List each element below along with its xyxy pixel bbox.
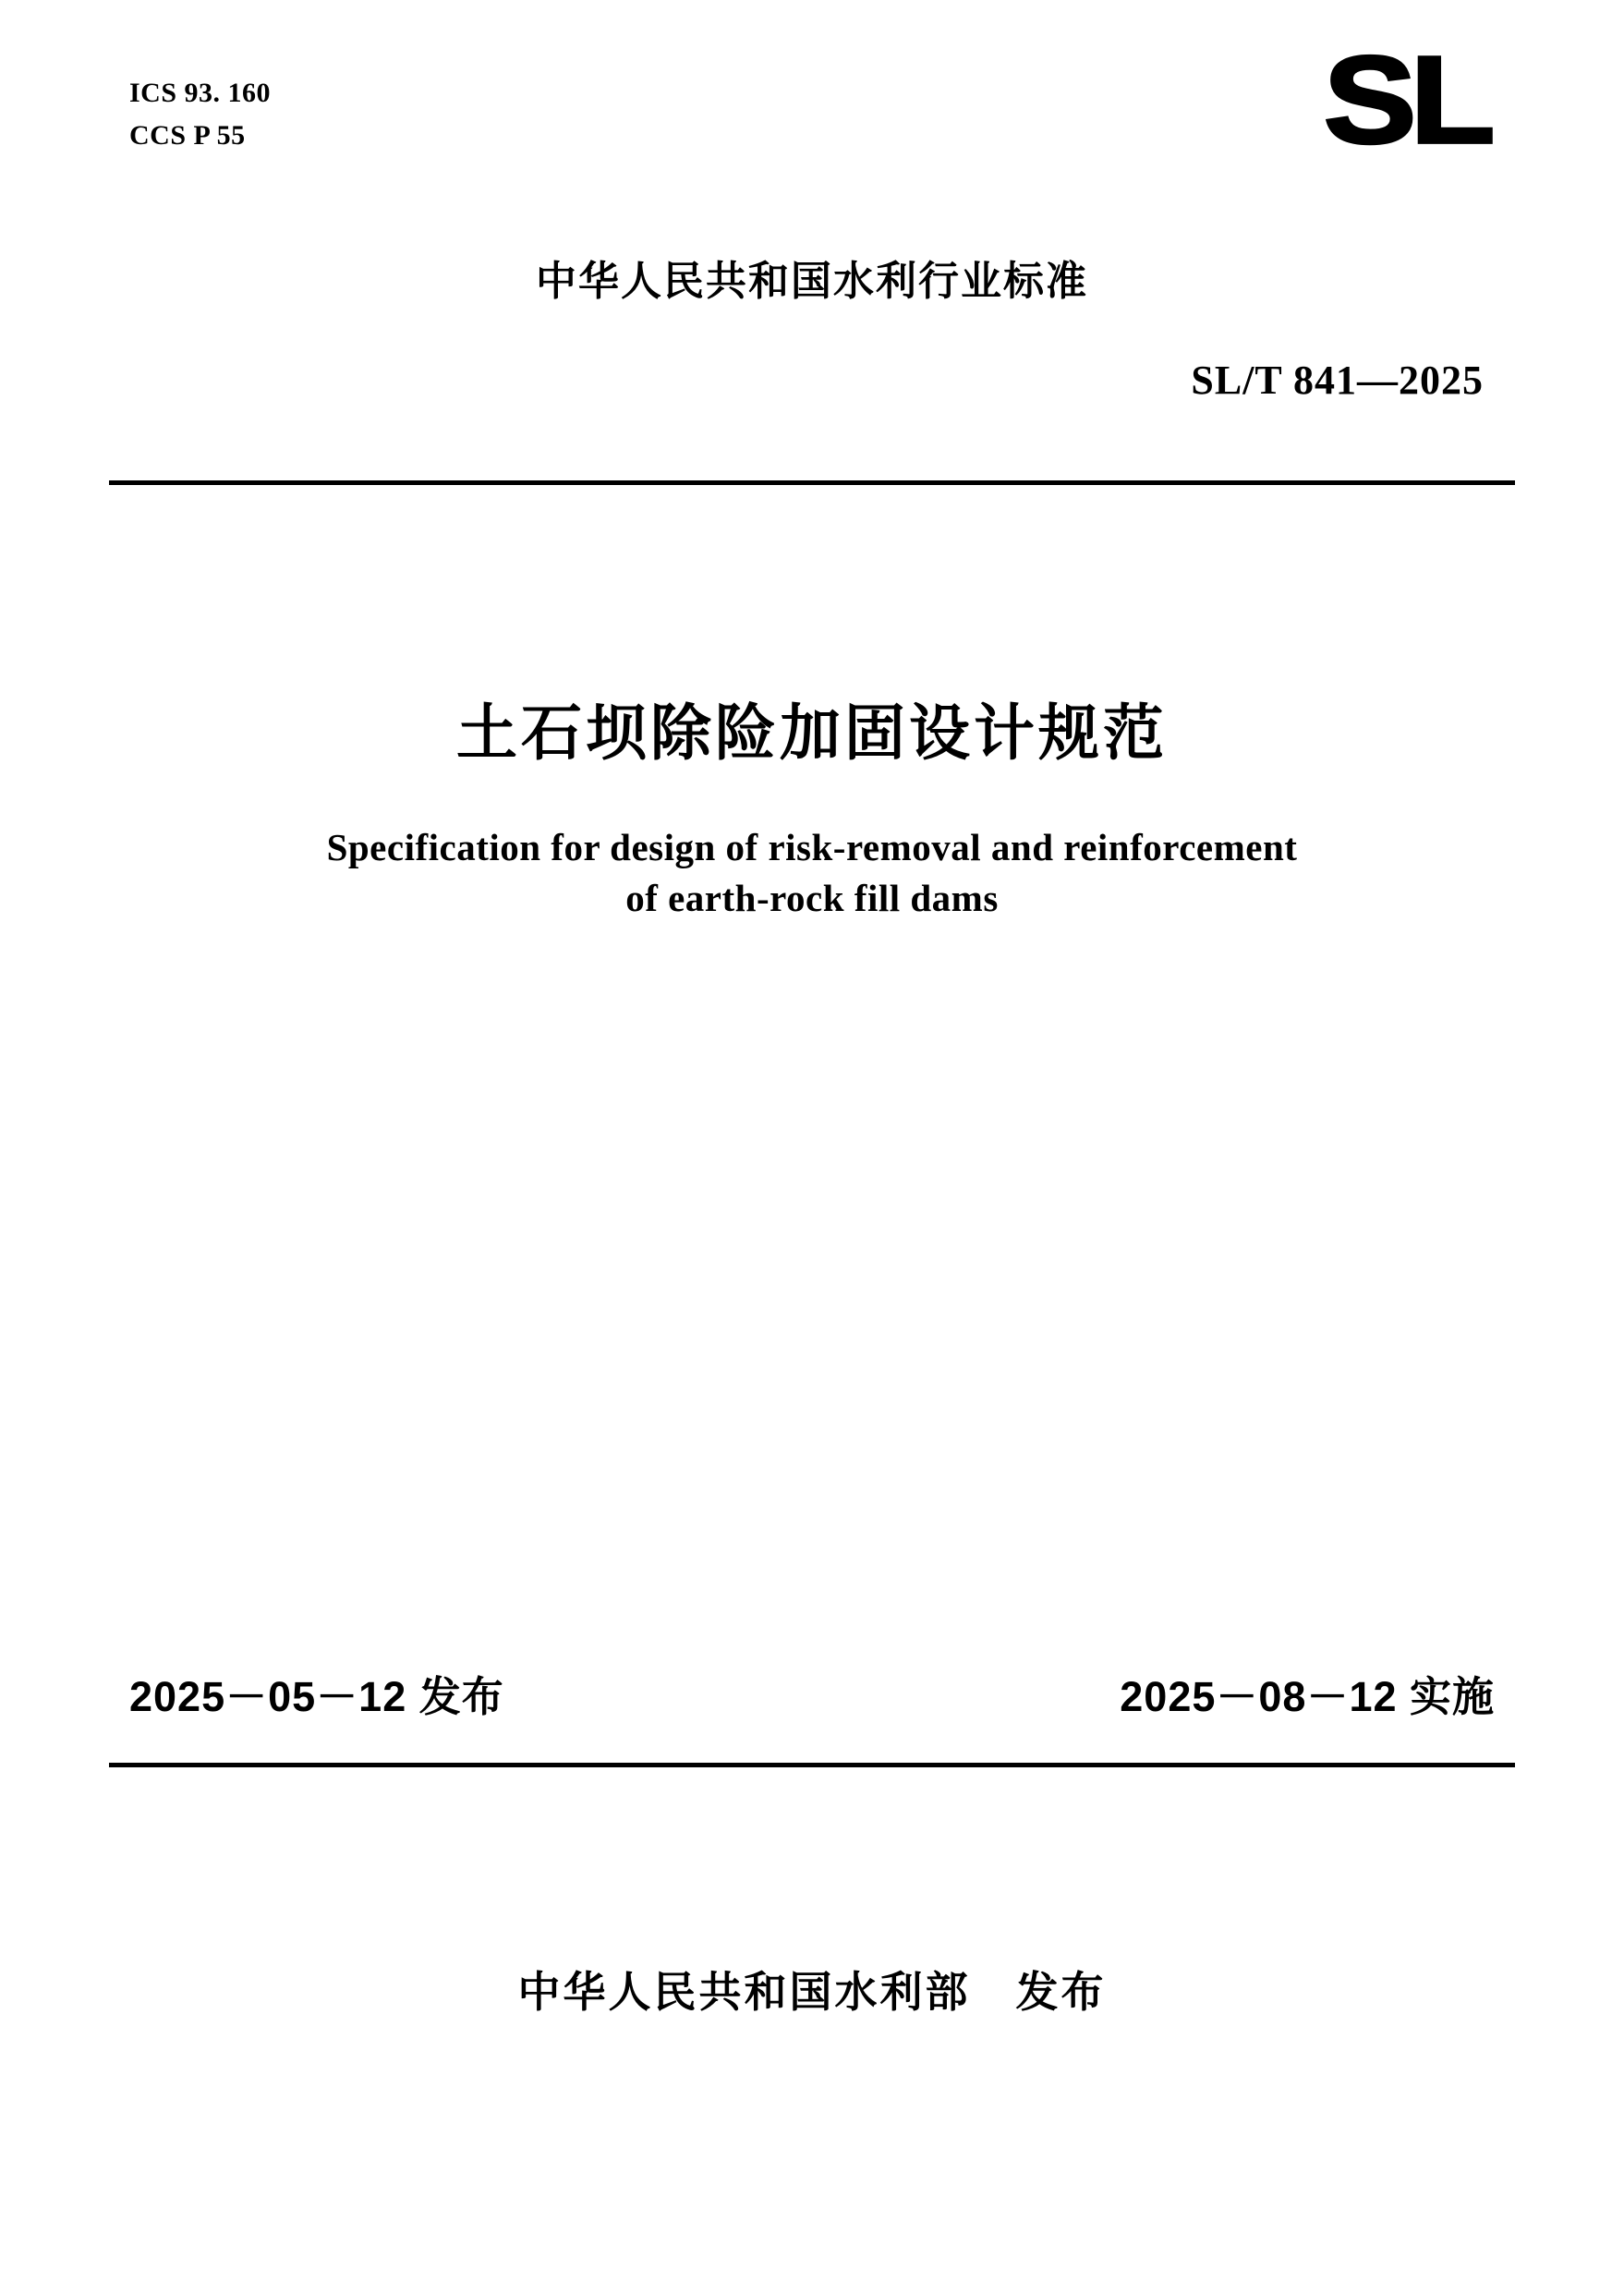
header-divider-rule bbox=[109, 480, 1515, 485]
publisher-line: 中华人民共和国水利部 发布 bbox=[517, 1968, 1107, 2016]
implementation-date: 2025－08－12 实施 bbox=[1120, 1673, 1495, 1720]
issue-date: 2025－05－12 发布 bbox=[129, 1673, 504, 1720]
footer-divider-rule bbox=[109, 1763, 1515, 1767]
standard-number: SL/T 841—2025 bbox=[1191, 358, 1484, 403]
standard-organization-line: 中华人民共和国水利行业标准 bbox=[536, 259, 1088, 304]
date-row bbox=[129, 1663, 1495, 1723]
title-chinese: 土石坝除险加固设计规范 bbox=[456, 698, 1168, 767]
classification-codes bbox=[129, 72, 271, 156]
sl-logo: SL bbox=[1324, 30, 1489, 170]
ccs-code: CCS P 55 bbox=[129, 119, 246, 151]
title-english bbox=[120, 822, 1504, 925]
ics-code: ICS 93. 160 bbox=[129, 78, 272, 108]
title-english-line1: Specification for design of risk‑removal and reinforcement bbox=[326, 826, 1298, 868]
title-english-line2: of earth‑rock fill dams bbox=[625, 877, 999, 920]
